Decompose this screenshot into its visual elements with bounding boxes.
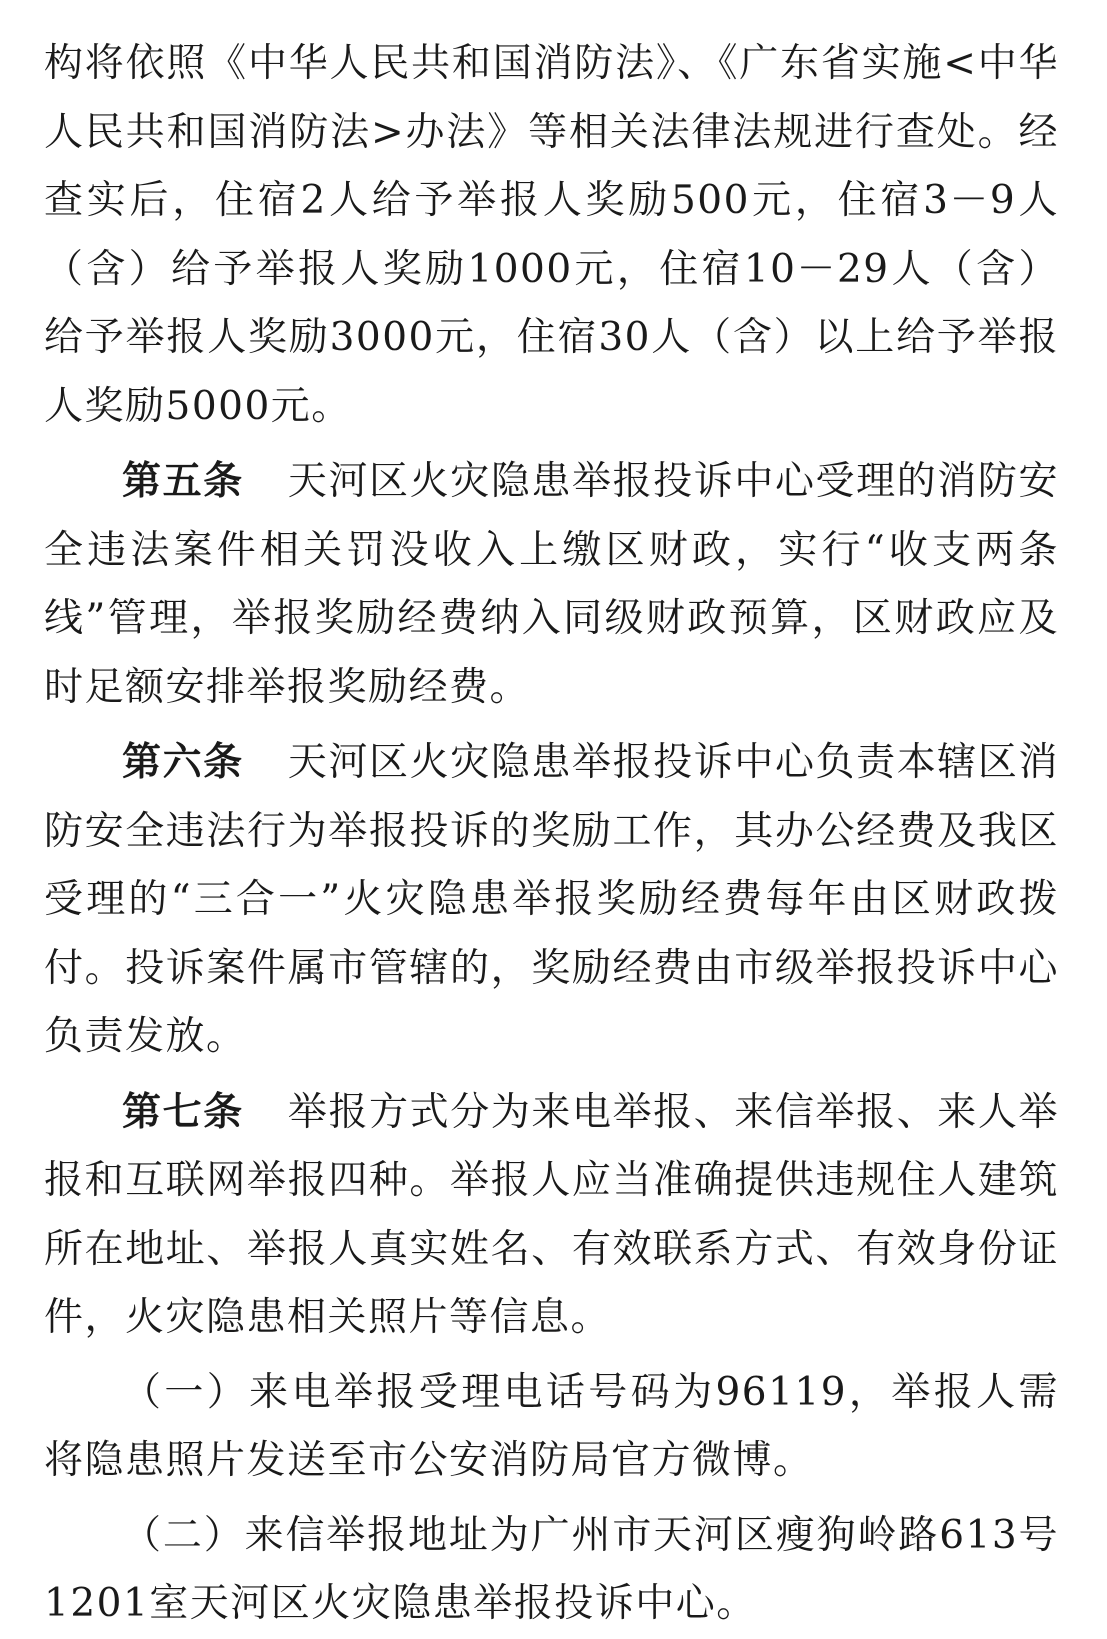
article-6 xyxy=(44,728,1059,1072)
item-text: （一）来电举报受理电话号码为96119，举报人需将隐患照片发送至市公安消防局官方微博。 xyxy=(44,1369,1059,1483)
paragraph-reward-standards xyxy=(44,30,1059,441)
article-text: 天河区火灾隐患举报投诉中心受理的消防安全违法案件相关罚没收入上缴区财政，实行“收支两条线”管理，举报奖励经费纳入同级财政预算，区财政应及时足额安排举报奖励经费。 xyxy=(44,459,1059,710)
article-5 xyxy=(44,447,1059,722)
article-heading: 第六条 xyxy=(122,739,244,785)
article-heading: 第七条 xyxy=(122,1088,244,1135)
article-7 xyxy=(44,1078,1059,1353)
item-text: （二）来信举报地址为广州市天河区瘦狗岭路613号1201室天河区火灾隐患举报投诉中心。 xyxy=(44,1512,1059,1626)
article-text: 天河区火灾隐患举报投诉中心负责本辖区消防安全违法行为举报投诉的奖励工作，其办公经费及我区受理的“三合一”火灾隐患举报奖励经费每年由区财政拨付。投诉案件属市管辖的，奖励经费由市级举报投诉中心负责发放。 xyxy=(44,740,1059,1059)
item-phone-report xyxy=(44,1359,1059,1496)
article-text: 举报方式分为来电举报、来信举报、来人举报和互联网举报四种。举报人应当准确提供违规住人建筑所在地址、举报人真实姓名、有效联系方式、有效身份证件，火灾隐患相关照片等信息。 xyxy=(44,1089,1059,1340)
paragraph-text: 构将依照《中华人民共和国消防法》、《广东省实施<中华人民共和国消防法>办法》等相关法律法规进行查处。经查实后，住宿2人给予举报人奖励500元，住宿3－9人（含）给予举报人奖励1000元，住宿10－29人（含）给予举报人奖励3000元，住宿30人（含）以上给予举报人奖励5000元。 xyxy=(44,41,1059,429)
item-letter-report xyxy=(44,1502,1059,1639)
article-heading: 第五条 xyxy=(122,458,244,504)
